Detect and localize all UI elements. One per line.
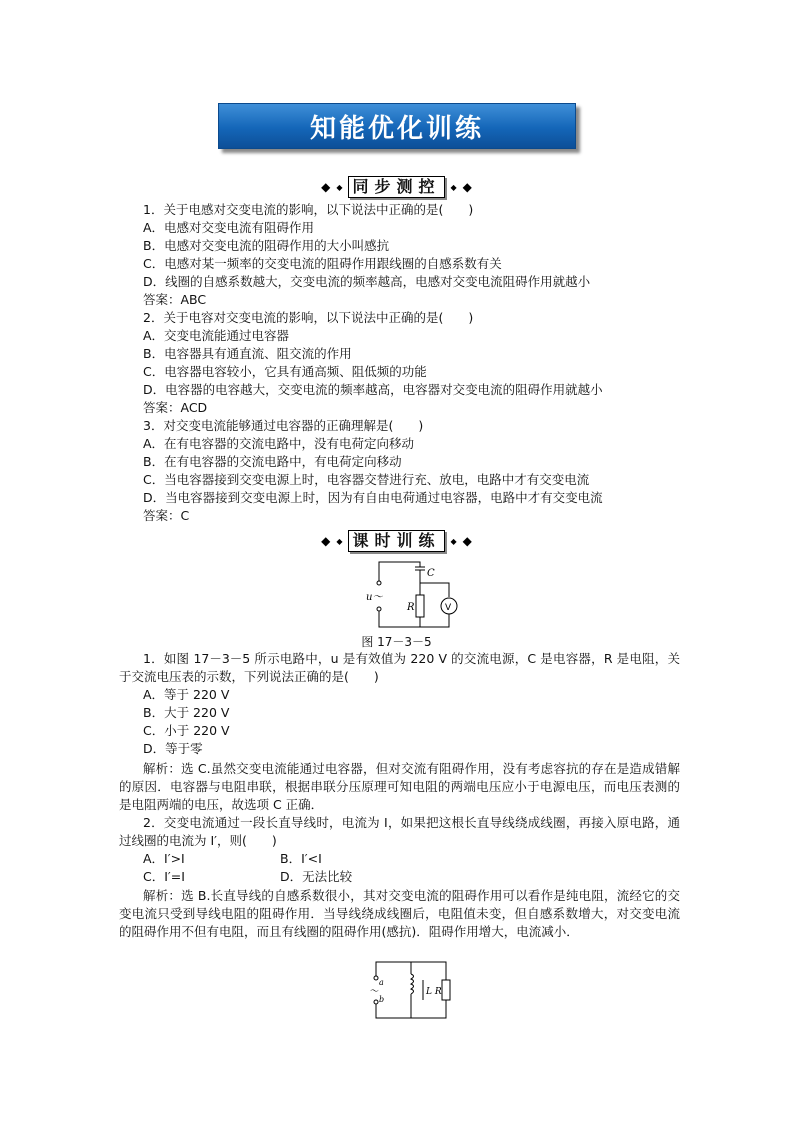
circuit-diagram-1	[362, 557, 462, 632]
section-header-sync	[0, 176, 793, 198]
diamond-icon: ◆	[336, 536, 343, 546]
diamond-icon: ◆	[321, 180, 331, 194]
diamond-icon: ◆	[462, 180, 472, 194]
answer: 答案：ABC	[143, 292, 207, 307]
option: B．大于 220 V	[143, 705, 230, 720]
diamond-icon: ◆	[336, 182, 343, 192]
option: A．等于 220 V	[143, 687, 230, 702]
line: A．交变电流能通过电容器	[143, 328, 290, 343]
option: D．无法比较	[280, 869, 353, 884]
option: B．I′<I	[280, 851, 322, 866]
line: D．当电容器接到交变电源上时，因为有自由电荷通过电容器，电路中才有交变电流	[143, 490, 603, 505]
option: D．等于零	[143, 741, 203, 756]
section-title: 课时训练	[348, 530, 444, 552]
diamond-icon: ◆	[321, 534, 331, 548]
section-title: 同步测控	[348, 176, 444, 198]
banner-title: 知能优化训练	[309, 113, 484, 144]
option: C．小于 220 V	[143, 723, 230, 738]
inductor-resistor-label: L R	[426, 987, 442, 997]
line: D．电容器的电容越大，交变电流的频率越高，电容器对交变电流的阻碍作用就越小	[143, 382, 603, 397]
line: C．电容器电容较小，它具有通高频、阻低频的功能	[143, 364, 427, 379]
answer: 答案：ACD	[143, 400, 208, 415]
diamond-icon: ◆	[450, 182, 457, 192]
option: C．I′=I	[143, 869, 185, 884]
line: 3．对交变电流能够通过电容器的正确理解是( )	[143, 418, 424, 433]
question-2-analysis: 解析：选 B.长直导线的自感系数很小，其对交变电流的阻碍作用可以看作是纯电阻，流经它的交变电流只受到导线电阻的阻碍作用．当导线绕成线圈后，电阻值未变，但自感系数增大，对交变电流的阻碍作用不但有电阻，而且有线圈的阻碍作用(感抗)．阻碍作用增大，电流减小．	[119, 888, 680, 939]
question-1-stem: 1．如图 17－3－5 所示电路中，u 是有效值为 220 V 的交流电源，C 是电容器，R 是电阻，关于交流电压表的示数，下列说法正确的是( )	[119, 651, 680, 684]
line: D．线圈的自感系数越大，交变电流的频率越高，电感对交变电流阻碍作用就越小	[143, 274, 591, 289]
line: A．电感对交变电流有阻碍作用	[143, 220, 315, 235]
terminal-b-label: b	[379, 995, 385, 1004]
title-banner	[218, 103, 576, 149]
voltmeter-label: V	[445, 603, 452, 613]
line: B．在有电容器的交流电路中，有电荷定向移动	[143, 454, 402, 469]
section-header-lesson	[0, 530, 793, 552]
question-2-stem: 2．交变电流通过一段长直导线时，电流为 I，如果把这根长直导线绕成线圈，再接入原电路，通过线圈的电流为 I′，则( )	[119, 815, 680, 848]
figure-caption: 图 17－3－5	[361, 635, 432, 649]
line: B．电感对交变电流的阻碍作用的大小叫感抗	[143, 238, 390, 253]
line: A．在有电容器的交流电路中，没有电荷定向移动	[143, 436, 415, 451]
diamond-icon: ◆	[450, 536, 457, 546]
ac-source-symbol: ～	[370, 987, 380, 997]
question-1-analysis: 解析：选 C.虽然交变电流能通过电容器，但对交流有阻碍作用，没有考虑容抗的存在是造成错解的原因．电容器与电阻串联，根据串联分压原理可知电阻的两端电压应小于电源电压，而电压表测的是电阻两端的电压，故选项 C 正确．	[119, 761, 680, 812]
line: C．当电容器接到交变电源上时，电容器交替进行充、放电，电路中才有交变电流	[143, 472, 590, 487]
source-label: u～	[366, 592, 383, 603]
capacitor-label: C	[427, 568, 435, 579]
diamond-icon: ◆	[462, 534, 472, 548]
answer: 答案：C	[143, 508, 190, 523]
line: C．电感对某一频率的交变电流的阻碍作用跟线圈的自感系数有关	[143, 256, 502, 271]
line: B．电容器具有通直流、阻交流的作用	[143, 346, 352, 361]
resistor-label: R	[407, 602, 415, 613]
circuit-diagram-2	[366, 958, 462, 1022]
line: 1．关于电感对交变电流的影响，以下说法中正确的是( )	[143, 202, 474, 217]
terminal-a-label: a	[379, 978, 384, 987]
line: 2．关于电容对交变电流的影响，以下说法中正确的是( )	[143, 310, 474, 325]
option: A．I′>I	[143, 851, 185, 866]
